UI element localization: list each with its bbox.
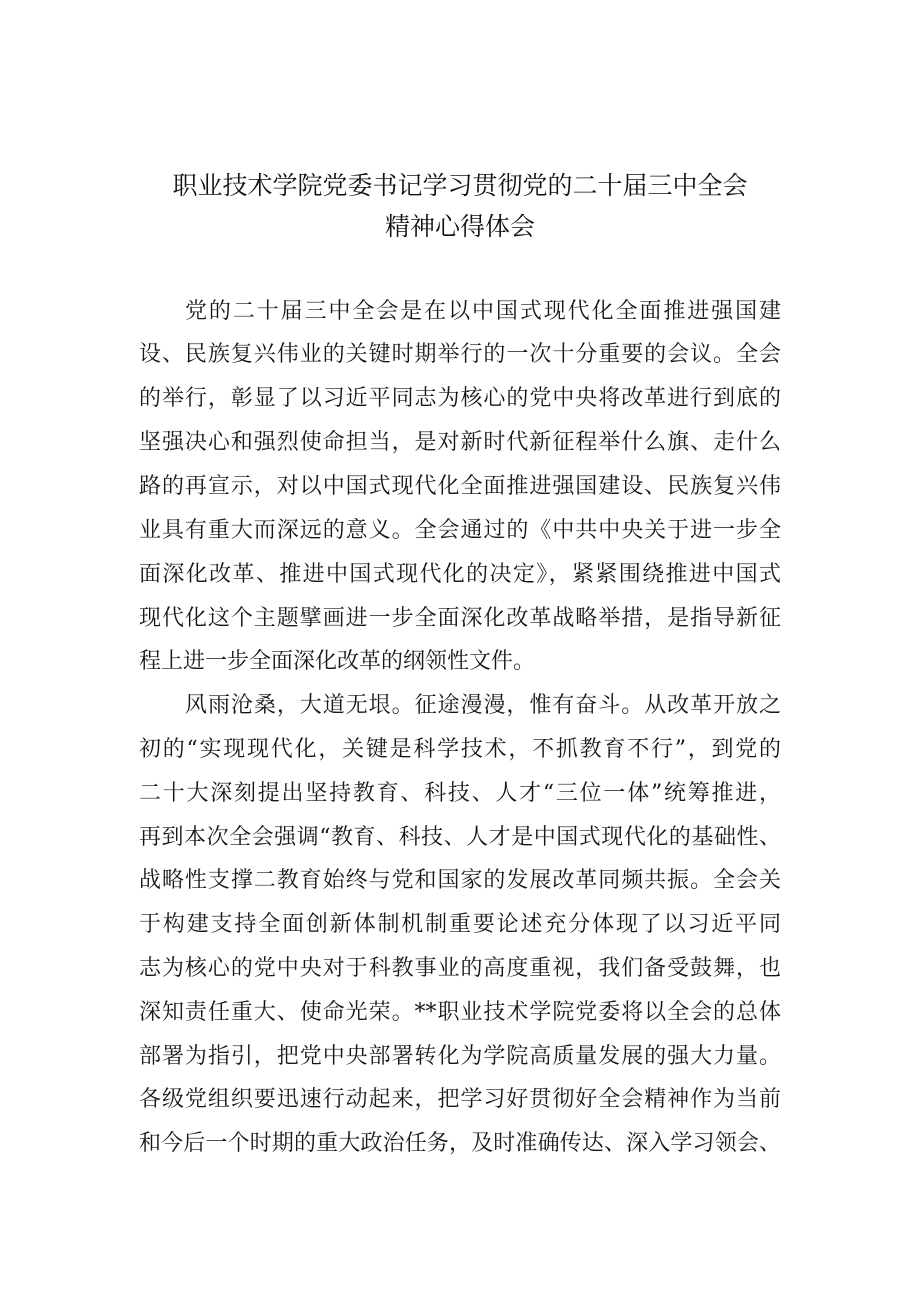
- paragraph-2-line: 部署为指引，把党中央部署转化为学院高质量发展的强大力量。: [139, 1044, 781, 1069]
- paragraph-2-line: 战略性支撑二教育始终与党和国家的发展改革同频共振。全会关: [139, 868, 781, 893]
- paragraph-2-line: 于构建支持全面创新体制机制重要论述充分体现了以习近平同: [139, 912, 781, 937]
- paragraph-2-line: 各级党组织要迅速行动起来，把学习好贯彻好全会精神作为当前: [139, 1087, 781, 1112]
- paragraph-2-line: 深知责任重大、使命光荣。**职业技术学院党委将以全会的总体: [139, 1000, 781, 1025]
- document-title-line-2: 精神心得体会: [384, 212, 535, 241]
- document-title-line-1: 职业技术学院党委书记学习贯彻党的二十届三中全会: [172, 171, 748, 200]
- paragraph-1-line: 的举行，彰显了以习近平同志为核心的党中央将改革进行到底的: [139, 386, 781, 411]
- paragraph-2-line: 志为核心的党中央对于科教事业的高度重视，我们备受鼓舞，也: [139, 956, 781, 981]
- paragraph-1-line: 路的再宣示，对以中国式现代化全面推进强国建设、民族复兴伟: [139, 474, 781, 499]
- paragraph-1-line: 设、民族复兴伟业的关键时期举行的一次十分重要的会议。全会: [139, 342, 781, 367]
- paragraph-1-line: 业具有重大而深远的意义。全会通过的《中共中央关于进一步全: [139, 518, 781, 543]
- paragraph-1-line: 坚强决心和强烈使命担当，是对新时代新征程举什么旗、走什么: [139, 430, 781, 455]
- paragraph-1-line: 党的二十届三中全会是在以中国式现代化全面推进强国建: [185, 299, 781, 324]
- paragraph-2-line: 再到本次全会强调“教育、科技、人才是中国式现代化的基础性、: [139, 825, 781, 850]
- paragraph-2-line: 初的“实现现代化，关键是科学技术，不抓教育不行”，到党的: [139, 737, 781, 762]
- paragraph-2-line: 风雨沧桑，大道无垠。征途漫漫，惟有奋斗。从改革开放之: [185, 693, 781, 718]
- paragraph-2-line: 和今后一个时期的重大政治任务，及时准确传达、深入学习领会、: [139, 1131, 781, 1156]
- paragraph-2-line: 二十大深刻提出坚持教育、科技、人才“三位一体”统筹推进，: [139, 781, 781, 806]
- paragraph-1-line: 程上进一步全面深化改革的纲领性文件。: [139, 649, 536, 674]
- paragraph-1-line: 面深化改革、推进中国式现代化的决定》，紧紧围绕推进中国式: [139, 562, 781, 587]
- paragraph-1-line: 现代化这个主题擘画进一步全面深化改革战略举措，是指导新征: [139, 606, 781, 631]
